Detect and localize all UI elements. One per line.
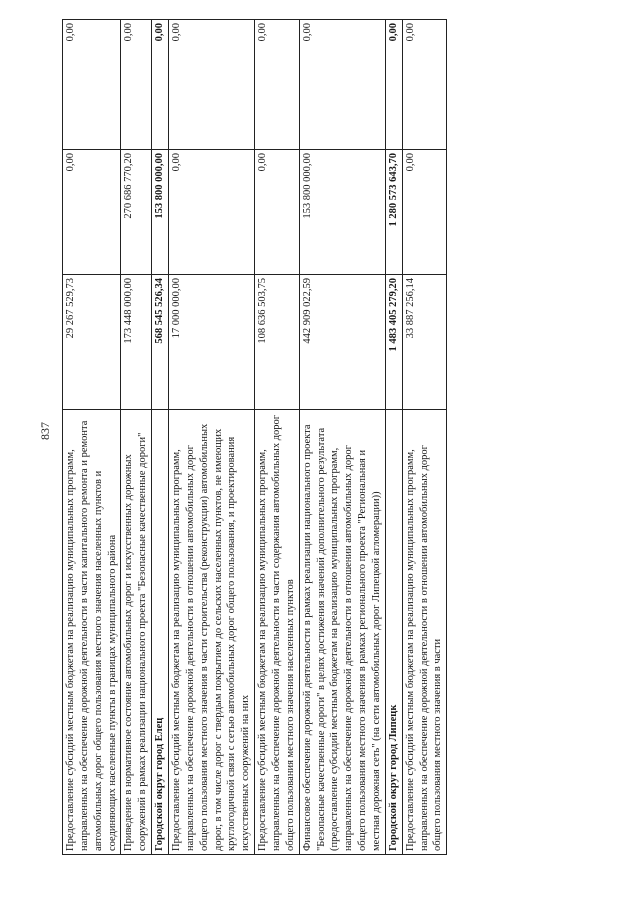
value-cell: 29 267 529,73 [63, 275, 121, 410]
table-row-total [385, 20, 402, 855]
row-description: Городской округ город Елец [152, 410, 169, 855]
value-cell: 0,00 [63, 150, 121, 275]
value-cell: 1 280 573 643,70 [385, 150, 402, 275]
value-cell: 108 636 503,75 [255, 275, 300, 410]
row-description: Городской округ город Липецк [385, 410, 402, 855]
value-cell: 270 686 770,20 [121, 150, 152, 275]
value-cell: 0,00 [255, 150, 300, 275]
value-cell: 0,00 [169, 20, 255, 150]
value-cell: 0,00 [63, 20, 121, 150]
value-cell: 17 000 000,00 [169, 275, 255, 410]
table-row [402, 20, 447, 855]
table-row [255, 20, 300, 855]
value-cell: 0,00 [402, 150, 447, 275]
budget-table [62, 19, 447, 855]
table-row [63, 20, 121, 855]
row-description: Предоставление субсидий местным бюджетам на реализацию муниципальных программ, направленных на обеспечение дорожной деятельности в отношении автомобильных дорог общего пользования местного значения в части строительства (реконструкции) автомобильных дорог, в том числе дорог с твердым покрытием до сельских населенных пунктов, не имеющих круглогодичной связи с сетью автомобильных дорог общего пользования, и проектирования искусственных сооружений на них [169, 410, 255, 855]
value-cell: 0,00 [385, 20, 402, 150]
value-cell: 33 887 256,14 [402, 275, 447, 410]
row-description: Предоставление субсидий местным бюджетам на реализацию муниципальных программ, направленных на обеспечение дорожной деятельности в отношении автомобильных дорог общего пользования местного значения в части [402, 410, 447, 855]
table-row [169, 20, 255, 855]
table-row [121, 20, 152, 855]
value-cell: 442 909 022,59 [299, 275, 385, 410]
value-cell: 0,00 [152, 20, 169, 150]
value-cell: 153 800 000,00 [152, 150, 169, 275]
table-row-total [152, 20, 169, 855]
rotated-page-content [62, 20, 582, 855]
value-cell: 173 448 000,00 [121, 275, 152, 410]
value-cell: 0,00 [255, 20, 300, 150]
value-cell: 568 545 526,34 [152, 275, 169, 410]
value-cell: 0,00 [402, 20, 447, 150]
row-description: Финансовое обеспечение дорожной деятельности в рамках реализации национального проекта "Безопасные качественные дороги" в целях достижения значений дополнительного результата (предоставление субсидий местным бюджетам на реализацию муниципальных программ, направленных на обеспечение дорожной деятельности в отношении автомобильных дорог общего пользования местного значения в рамках регионального проекта "Региональная и местная дорожная сеть" (на сети автомобильных дорог Липецкой агломерации)) [299, 410, 385, 855]
row-description: Предоставление субсидий местным бюджетам на реализацию муниципальных программ, направленных на обеспечение дорожной деятельности в части капитального ремонта и ремонта автомобильных дорог общего пользования местного значения населенных пунктов и соединяющих населенные пункты в границах муниципального района [63, 410, 121, 855]
value-cell: 0,00 [299, 20, 385, 150]
table-row [299, 20, 385, 855]
row-description: Предоставление субсидий местным бюджетам на реализацию муниципальных программ, направленных на обеспечение дорожной деятельности в части содержания автомобильных дорог общего пользования местного значения населенных пунктов [255, 410, 300, 855]
value-cell: 153 800 000,00 [299, 150, 385, 275]
value-cell: 1 483 405 279,20 [385, 275, 402, 410]
value-cell: 0,00 [169, 150, 255, 275]
value-cell: 0,00 [121, 20, 152, 150]
row-description: Приведение в нормативное состояние автомобильных дорог и искусственных дорожных сооружений в рамках реализации национального проекта "Безопасные качественные дороги" [121, 410, 152, 855]
page-number: 837 [38, 422, 52, 440]
